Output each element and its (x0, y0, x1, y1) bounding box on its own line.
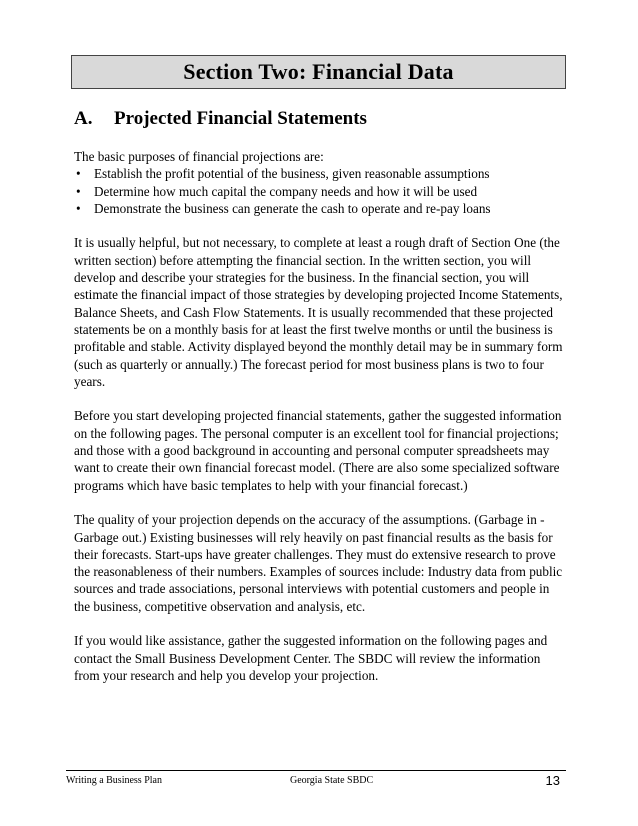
list-item (74, 200, 566, 217)
bullet-icon: • (76, 200, 81, 216)
list-item-text: Demonstrate the business can generate the cash to operate and re-pay loans (94, 200, 491, 216)
heading-letter: A. (74, 108, 93, 129)
intro-text: The basic purposes of financial projections are: (74, 149, 324, 164)
bullet-icon: • (76, 183, 81, 199)
bullet-icon: • (76, 166, 81, 182)
body-content (74, 148, 566, 702)
paragraph: It is usually helpful, but not necessary, to complete at least a rough draft of Section One (the written section) before attempting the financial section. In the written section, you will develop and describe your strategies for the business. In the financial section, you will estimate the financial impact of those strategies by developing projected Income Statements, Balance Sheets, and Cash Flow Statements. It is usually recommended that these projected statements be on a monthly basis for at least the first twelve months or until the business is profitable and stable. Activity displayed beyond the monthly detail may be in summary form (such as quarterly or annually.) The forecast period for most business plans is two to four years. (74, 235, 563, 389)
list-item (74, 183, 566, 200)
section-title: Section Two: Financial Data (183, 59, 454, 84)
page-number: 13 (545, 773, 560, 788)
section-title-box (71, 55, 566, 89)
paragraph: The quality of your projection depends on the accuracy of the assumptions. (Garbage in - Garbage out.) Existing businesses will rely heavily on past financial results as the basis for their forecasts. Start-ups have greater challenges. They must do extensive research to prove the reasonableness of their numbers. Examples of sources include: Industry data from public sources and trade associations, personal interviews with potential customers and people in the business, competitive observation and analysis, etc. (74, 512, 563, 614)
purpose-list (74, 165, 566, 217)
page-footer (66, 770, 566, 788)
footer-organization: Georgia State SBDC (290, 775, 374, 786)
paragraph: Before you start developing projected financial statements, gather the suggested information on the following pages. The personal computer is an excellent tool for financial projections; and those with a good background in accounting and personal computer spreadsheets may want to create their own financial forecast model. (There are also some specialized software programs which have basic templates to help with your financial forecast.) (74, 408, 562, 493)
list-item (74, 165, 566, 182)
subsection-heading (74, 108, 367, 130)
footer-document-title: Writing a Business Plan (66, 775, 162, 786)
paragraph: If you would like assistance, gather the suggested information on the following pages and contact the Small Business Development Center. The SBDC will review the information from your research and help you develop your projection. (74, 633, 548, 683)
heading-text: Projected Financial Statements (114, 108, 367, 129)
list-item-text: Determine how much capital the company needs and how it will be used (94, 183, 478, 199)
list-item-text: Establish the profit potential of the business, given reasonable assumptions (94, 166, 490, 182)
